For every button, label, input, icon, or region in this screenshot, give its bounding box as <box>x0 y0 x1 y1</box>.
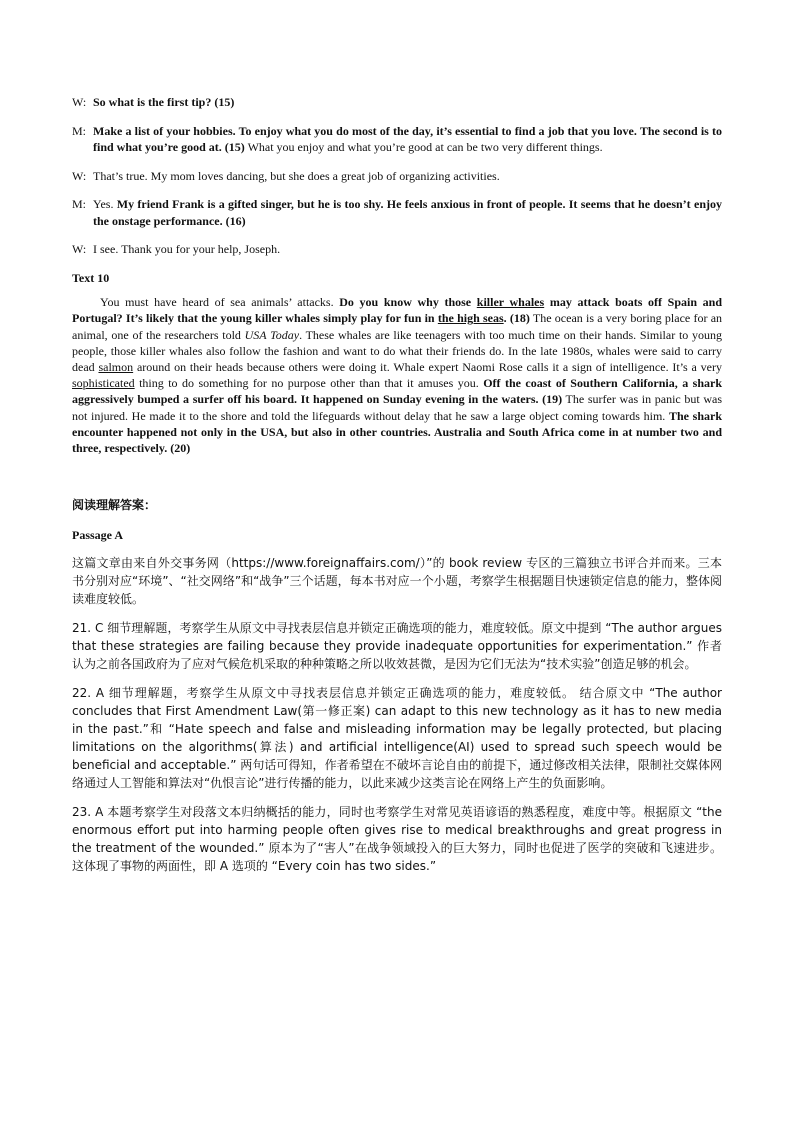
text10-segment: The shark encounter happened not only in the USA, but also in other countries. Australia and South Africa come in at number two and three, respectively. (20) <box>72 408 722 455</box>
text10-segment: the high seas <box>437 311 504 326</box>
text10-segment: . (18) <box>503 311 530 326</box>
dialogue-text <box>93 123 722 155</box>
speaker-label: W: <box>72 95 87 109</box>
document-page <box>72 94 722 886</box>
text10-segment: thing to do something for no purpose other than that it amuses you. <box>134 376 484 391</box>
dialogue-segment: Make a list of your hobbies. To enjoy what you do most of the day, it’s essential to find a job that you love. The second is to find what you’re good at. (15) <box>93 123 722 154</box>
dialogue-line <box>72 241 722 257</box>
text10-segment: salmon <box>98 359 134 374</box>
speaker-label: W: <box>72 168 87 183</box>
dialogue-segment: Yes. <box>93 197 117 212</box>
speaker-label: M: <box>72 197 87 212</box>
dialogue <box>72 94 722 257</box>
answer-21: 21. C 细节理解题，考察学生从原文中寻找表层信息并锁定正确选项的能力，难度较低。原文中提到 “The author argues that these strategies are failing because they provide inadequate opportunities for experimentation.” 作者认为之前各国政府为了应对气候危机采取的种种策略之所以收效甚微，是因为它们无法为“技术实验”创造足够的机会。 <box>72 621 722 672</box>
text10-heading: Text 10 <box>72 270 110 285</box>
speaker-label: M: <box>72 123 87 138</box>
text10-segment: The surfer was in panic but was not injured. He made it to the shore and told the lifeguards without delay that he saw a large object coming towards him. <box>72 392 722 423</box>
dialogue-segment: So what is the first tip? (15) <box>93 95 235 109</box>
dialogue-line <box>72 94 722 110</box>
dialogue-text <box>93 94 722 110</box>
dialogue-text <box>93 196 722 228</box>
dialogue-text <box>93 168 722 184</box>
passage-heading: Passage A <box>72 528 123 543</box>
dialogue-segment: My friend Frank is a gifted singer, but he is too shy. He feels anxious in front of people. It seems that he doesn’t enjoy the onstage performance. (16) <box>93 197 722 228</box>
speaker-label: W: <box>72 242 87 257</box>
dialogue-segment: What you enjoy and what you’re good at can be two very different things. <box>244 139 603 154</box>
text10-segment: . These whales are like teenagers with too much time on their hands. Similar to young people, those killer whales also follow the fashion and want to do what their friends do. In the late 1980s, whales were said to carry dead <box>72 327 723 374</box>
dialogue-segment: That’s true. My mom loves dancing, but she does a great job of organizing activities. <box>93 168 500 183</box>
text10-segment: sophisticated <box>72 376 135 391</box>
dialogue-text <box>93 241 722 257</box>
passage-intro: 这篇文章由来自外交事务网（https://www.foreignaffairs.com/）”的 book review 专区的三篇独立书评合并而来。三本书分别对应“环境”、“社交网络”和“战争”三个话题，每本书对应一个小题，考察学生根据题目快速锁定信息的能力，整体阅读难度较低。 <box>72 556 722 607</box>
text10-segment: around on their heads because others were doing it. Whale expert Naomi Rose calls it a sign of intelligence. It’s a very <box>133 359 722 374</box>
text10-segment: USA Today <box>244 327 300 342</box>
text10-segment: The ocean is a very boring place for an animal, one of the researchers told <box>72 311 723 342</box>
answer-22: 22. A 细节理解题，考察学生从原文中寻找表层信息并锁定正确选项的能力，难度较低。 结合原文中 “The author concludes that First Amendment Law(第一修正案) can adapt to this new technology as it has to new media in the past.”和 “Hate speech and false and misleading information may be legally protected, but placing limitations on the algorithms(算法) and artificial intelligence(AI) used to spread such speech would be beneficial and acceptable.” 两句话可得知，作者希望在不破坏言论自由的前提下，通过修改相关法律，限制社交媒体网络通过人工智能和算法对“仇恨言论”进行传播的能力，以此来减少这类言论在网络上产生的负面影响。 <box>72 686 722 791</box>
dialogue-line <box>72 123 722 155</box>
dialogue-line <box>72 196 722 228</box>
text10-segment: may attack boats off Spain and Portugal? It’s likely that the young killer whales simply play for fun in <box>72 295 723 326</box>
text10-segment: killer whales <box>476 295 545 310</box>
answers-heading: 阅读理解答案： <box>72 498 157 513</box>
dialogue-segment: I see. Thank you for your help, Joseph. <box>93 242 281 257</box>
answer-23: 23. A 本题考察学生对段落文本归纳概括的能力，同时也考察学生对常见英语谚语的熟悉程度，难度中等。根据原文 “the enormous effort put into harming people often gives rise to medical breakthroughs and great progress in the treatment of the wounded.” 原本为了“害人”在战争领域投入的巨大努力，同时也促进了医学的突破和飞速进步。这体现了事物的两面性，即 A 选项的 “Every coin has two sides.” <box>72 805 722 874</box>
text10-segment: Off the coast of Southern California, a shark aggressively bumped a surfer off his board. It happened on Sunday evening in the waters. (19) <box>72 376 722 407</box>
text10-segment: You must have heard of sea animals’ attacks. <box>100 295 340 310</box>
text10-paragraph <box>72 294 722 456</box>
dialogue-line <box>72 168 722 184</box>
text10-segment: Do you know why those <box>339 295 477 310</box>
